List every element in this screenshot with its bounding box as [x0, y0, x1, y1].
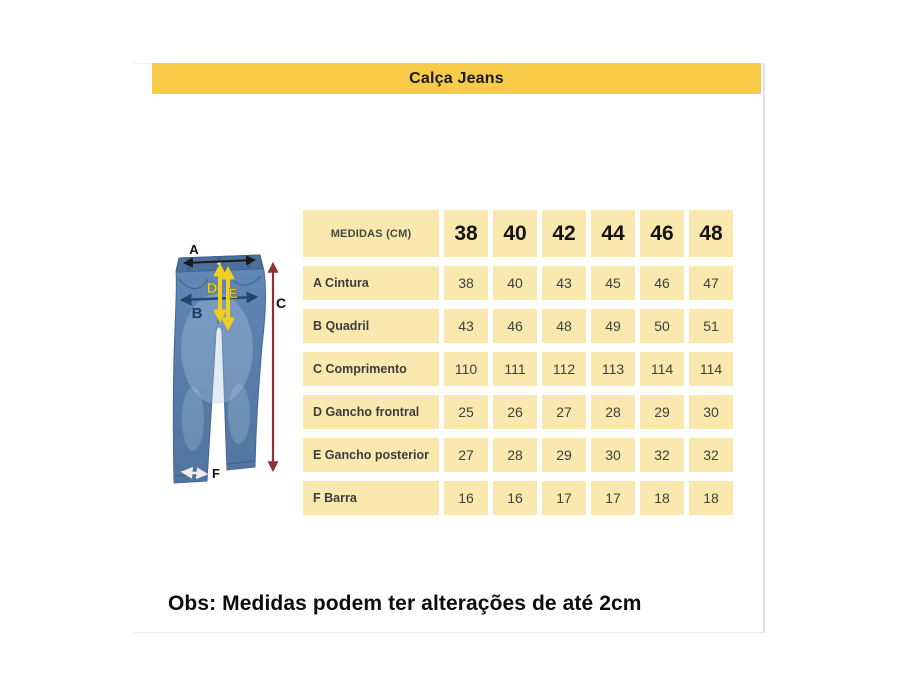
row-label-gancho-posterior: E Gancho posterior — [303, 438, 439, 472]
row-label-gancho-frontal: D Gancho frontral — [303, 395, 439, 429]
table-cell: 50 — [640, 309, 684, 343]
table-cell: 45 — [591, 266, 635, 300]
size-chart-table — [303, 210, 733, 515]
table-corner-header: MEDIDAS (CM) — [303, 210, 439, 257]
table-cell: 113 — [591, 352, 635, 386]
table-cell: 112 — [542, 352, 586, 386]
row-label-cintura: A Cintura — [303, 266, 439, 300]
label-e: E — [228, 285, 238, 301]
belt-loop — [247, 255, 251, 268]
label-f: F — [212, 466, 220, 481]
table-cell: 38 — [444, 266, 488, 300]
label-b: B — [191, 305, 203, 322]
table-cell: 16 — [493, 481, 537, 515]
label-d: D — [206, 280, 218, 297]
table-cell: 30 — [689, 395, 733, 429]
table-cell: 114 — [689, 352, 733, 386]
note-text: Obs: Medidas podem ter alterações de até 2cm — [168, 592, 642, 615]
page-title: Calça Jeans — [409, 69, 504, 87]
table-cell: 111 — [493, 352, 537, 386]
table-cell: 40 — [493, 266, 537, 300]
table-cell: 51 — [689, 309, 733, 343]
row-label-comprimento: C Comprimento — [303, 352, 439, 386]
table-cell: 18 — [689, 481, 733, 515]
size-column-header: 38 — [444, 210, 488, 257]
table-cell: 30 — [591, 438, 635, 472]
table-cell: 110 — [444, 352, 488, 386]
table-cell: 43 — [542, 266, 586, 300]
table-cell: 18 — [640, 481, 684, 515]
table-cell: 46 — [493, 309, 537, 343]
row-label-barra: F Barra — [303, 481, 439, 515]
table-cell: 43 — [444, 309, 488, 343]
size-column-header: 46 — [640, 210, 684, 257]
size-column-header: 48 — [689, 210, 733, 257]
label-c: C — [275, 295, 287, 311]
table-cell: 46 — [640, 266, 684, 300]
table-cell: 32 — [689, 438, 733, 472]
jeans-measurement-diagram — [163, 234, 293, 490]
table-cell: 17 — [591, 481, 635, 515]
table-cell: 25 — [444, 395, 488, 429]
table-cell: 29 — [542, 438, 586, 472]
size-column-header: 44 — [591, 210, 635, 257]
table-cell: 32 — [640, 438, 684, 472]
table-cell: 16 — [444, 481, 488, 515]
table-cell: 47 — [689, 266, 733, 300]
table-cell: 29 — [640, 395, 684, 429]
title-bar — [152, 63, 761, 94]
table-cell: 48 — [542, 309, 586, 343]
label-a: A — [189, 242, 199, 257]
table-cell: 27 — [444, 438, 488, 472]
table-cell: 26 — [493, 395, 537, 429]
table-cell: 17 — [542, 481, 586, 515]
table-cell: 28 — [591, 395, 635, 429]
table-cell: 28 — [493, 438, 537, 472]
table-cell: 114 — [640, 352, 684, 386]
size-column-header: 42 — [542, 210, 586, 257]
table-cell: 27 — [542, 395, 586, 429]
row-label-quadril: B Quadril — [303, 309, 439, 343]
table-cell: 49 — [591, 309, 635, 343]
size-column-header: 40 — [493, 210, 537, 257]
